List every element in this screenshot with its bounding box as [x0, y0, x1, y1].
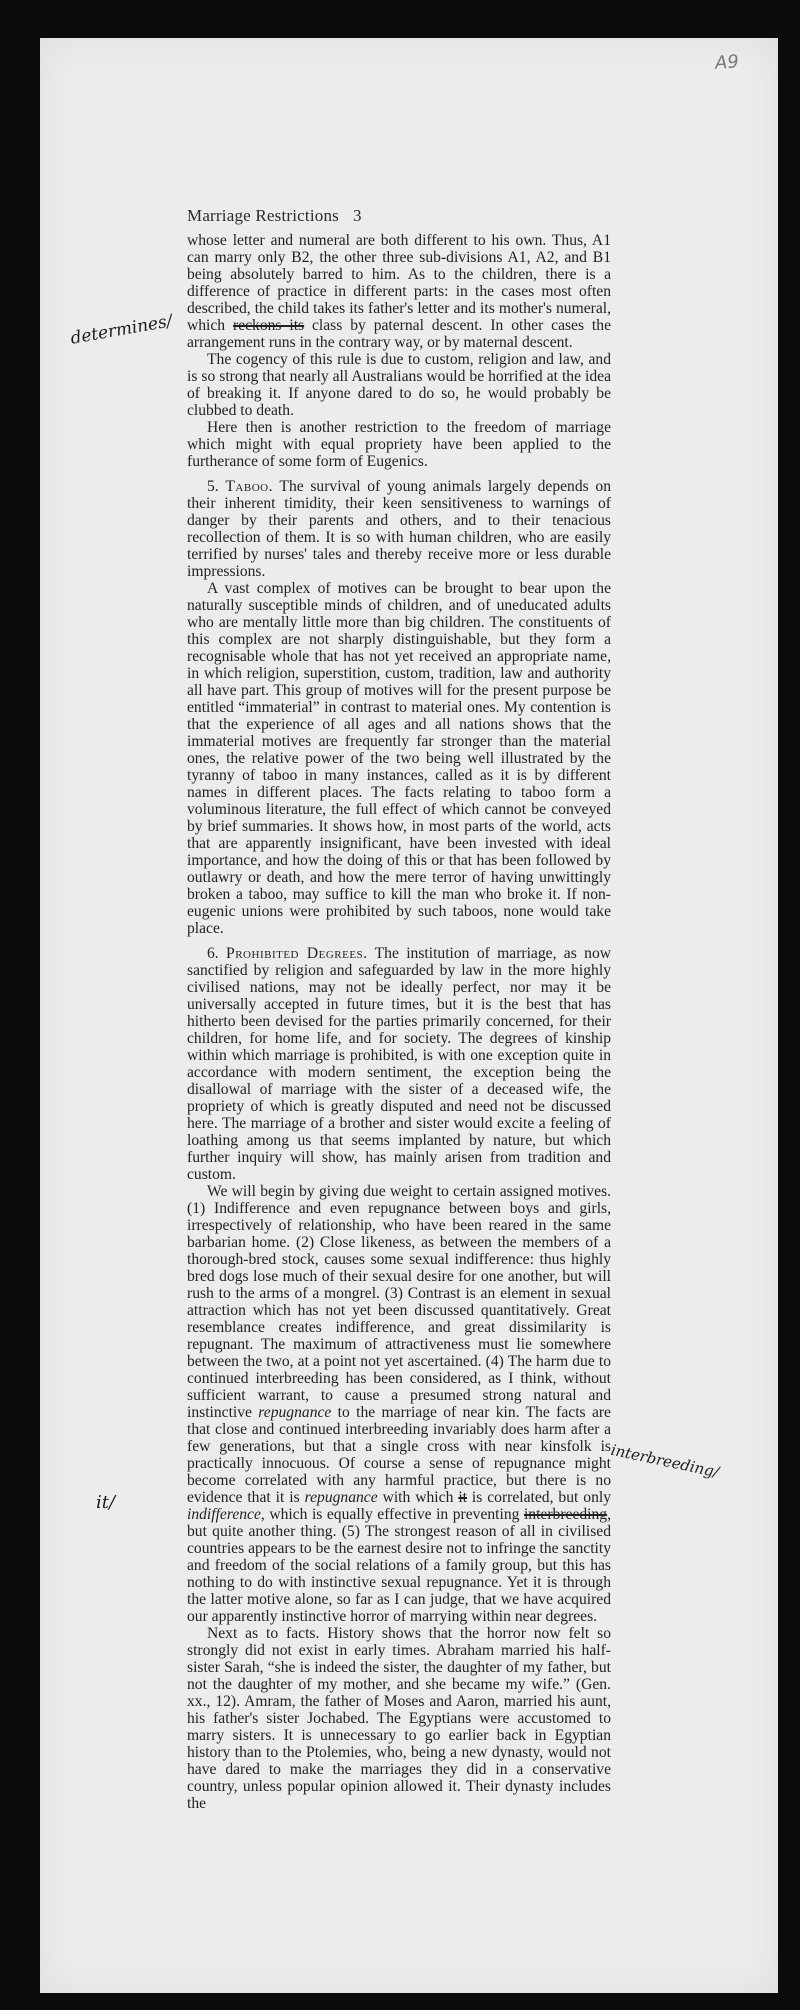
margin-note-left-lower: it/	[96, 1492, 116, 1513]
text-run: with which	[377, 1489, 459, 1506]
text-run: , but quite another thing. (5) The strongest reason of all in civilised countries appears to be the earnest desire not to infringe the sanctity and freedom of the social relations of a family group, but this has nothing to do with instinctive sexual repugnance. Yet it is through the latter motive alone, so far as I can judge, that we have acquired our apparently instinctive horror of marrying within near degrees.	[187, 1506, 611, 1625]
italic-term: repugnance	[258, 1404, 332, 1421]
text-run: is correlated, but only	[466, 1489, 612, 1506]
section-heading: Taboo.	[225, 478, 273, 495]
paragraph: A vast complex of motives can be brought to bear upon the naturally susceptible minds of children, and of uneducated adults who are mentally little more than big children. The constituents of this complex are not sharply distinguishable, but they form a recognisable whole that has not yet received an appropriate name, in which religion, superstition, custom, tradition, law and authority all have part. This group of motives will for the present purpose be entitled “immaterial” in contrast to material ones. My contention is that the experience of all ages and all nations shows that the immaterial motives are frequently far stronger than the material ones, the relative power of the two being well illustrated by the tyranny of taboo in many instances, called as it is by different names in different places. The facts relating to taboo form a voluminous literature, the full effect of which cannot be conveyed by brief summaries. It shows how, in most parts of the world, acts that are apparently insignificant, have been invested with ideal importance, and how the doing of this or that has been followed by outlawry or death, and how the mere terror of having unwittingly broken a taboo, may suffice to kill the man who broke it. If non-eugenic unions were prohibited by such taboos, none would take place.	[187, 580, 611, 937]
page-number: 3	[352, 206, 362, 225]
body-text	[187, 232, 611, 1812]
struck-text: it	[458, 1489, 467, 1506]
header-title: Marriage Restrictions	[187, 206, 339, 225]
section-heading: Prohibited Degrees.	[226, 945, 368, 962]
section-number: 5.	[207, 478, 226, 495]
running-header	[187, 206, 362, 226]
corner-page-mark: A9	[714, 51, 740, 74]
text-run: The institution of marriage, as now sanctified by religion and safeguarded by law in the more highly civilised nations, may not be ideally perfect, nor may it be universally accepted in future times, but it is the best that has hitherto been devised for the parties primarily concerned, for their children, for home life, and for society. The degrees of kinship within which marriage is prohibited, is with one exception quite in accordance with modern sentiment, the exception being the disallowal of marriage with the sister of a deceased wife, the propriety of which is greatly disputed and need not be discussed here. The marriage of a brother and sister would excite a feeling of loathing among us that seems implanted by nature, but which further inquiry will show, has mainly arisen from tradition and custom.	[187, 945, 612, 1183]
paragraph: The cogency of this rule is due to custom, religion and law, and is so strong that nearly all Australians would be horrified at the idea of breaking it. If anyone dared to do so, he would probably be clubbed to death.	[187, 351, 611, 419]
text-run: , which is equally effective in preventing	[260, 1506, 524, 1523]
italic-term: repugnance	[304, 1489, 378, 1506]
paragraph	[187, 232, 611, 351]
section-number: 6.	[207, 945, 227, 962]
text-run: We will begin by giving due weight to certain assigned motives. (1) Indifference and even repugnance between boys and girls, irrespectively of relationship, who have been reared in the same barbarian home. (2) Close likeness, as between the members of a thorough-bred stock, causes some sexual indifference: thus highly bred dogs lose much of their sexual desire for one another, but will rush to the arms of a mongrel. (3) Contrast is an element in sexual attraction which has not yet been discussed quantitatively. Great resemblance creates indifference, and great dissimilarity is repugnant. The maximum of attractiveness must lie somewhere between the two, at a point not yet ascertained. (4) The harm due to continued interbreeding has been considered, as I think, without sufficient warrant, to cause a presumed strong natural and instinctive	[187, 1183, 611, 1421]
struck-text: interbreeding	[523, 1506, 608, 1523]
section-prohibited-degrees	[187, 945, 611, 1183]
text-run: whose letter and numeral are both different to his own. Thus, A1 can marry only B2, the other three sub-divisions A1, A2, and B1 being absolutely barred to him. As to the children, there is a difference of practice in different parts: in the cases most often described, the child takes its father's letter and its mother's numeral, which	[187, 232, 611, 334]
section-taboo	[187, 478, 611, 580]
text-run: class by paternal descent. In other cases the arrangement runs in the contrary way, or by maternal descent.	[187, 317, 611, 351]
text-run: The survival of young animals largely depends on their inherent timidity, their keen sensitiveness to warnings of danger by their parents and others, and to their tenacious recollection of them. It is so with human children, who are easily terrified by nurses' tales and thereby receive more or less durable impressions.	[187, 478, 611, 580]
margin-note-right: interbreeding/	[609, 1440, 721, 1482]
paragraph: Here then is another restriction to the freedom of marriage which might with equal propriety have been applied to the furtherance of some form of Eugenics.	[187, 419, 611, 470]
paragraph: Next as to facts. History shows that the horror now felt so strongly did not exist in early times. Abraham married his half-sister Sarah, “she is indeed the sister, the daughter of my father, but not the daughter of my mother, and she became my wife.” (Gen. xx., 12). Amram, the father of Moses and Aaron, married his aunt, his father's sister Jochabed. The Egyptians were accustomed to marry sisters. It is unnecessary to go earlier back in Egyptian history than to the Ptolemies, who, being a new dynasty, would not have dared to make the marriages they did in a conservative country, unless popular opinion allowed it. Their dynasty includes the	[187, 1625, 611, 1812]
margin-note-left: determines/	[69, 311, 174, 349]
struck-text: reckons its	[233, 317, 305, 334]
paragraph	[187, 1183, 611, 1625]
text-run: to the marriage of near kin. The facts are that close and continued interbreeding invariably does harm after a few generations, but that a single cross with near kinsfolk is practically innocuous. Of course a sense of repugnance might become correlated with any harmful practice, but there is no evidence that it is	[187, 1404, 611, 1506]
italic-term: indifference	[187, 1506, 261, 1523]
